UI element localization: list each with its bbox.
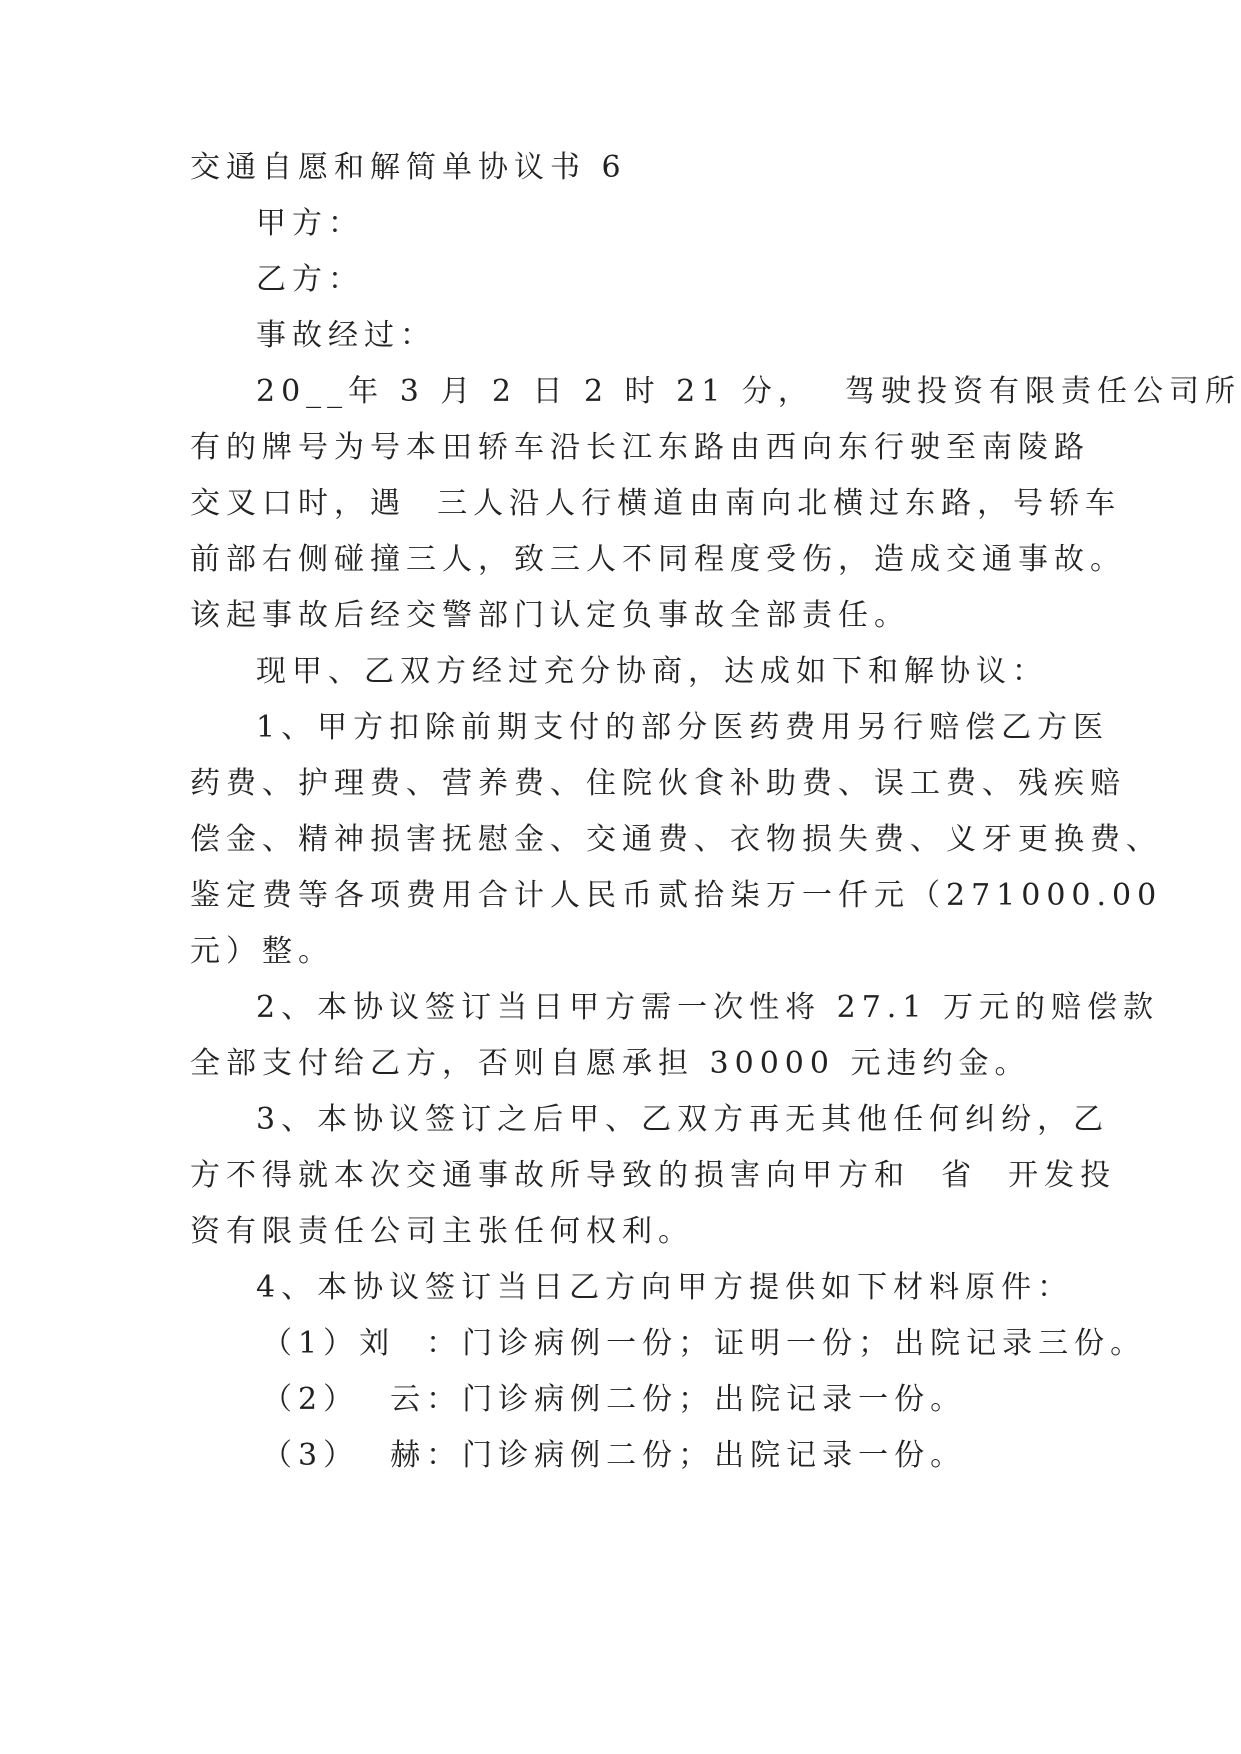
clause-1-line: 元）整。: [190, 934, 334, 969]
clause-3-line: 方不得就本次交通事故所导致的损害向甲方和 省 开发投: [190, 1158, 1117, 1193]
clause-2-line: 2、本协议签订当日甲方需一次性将 27.1 万元的赔偿款: [256, 990, 1159, 1025]
clause-1-line: 偿金、精神损害抚慰金、交通费、衣物损失费、义牙更换费、: [190, 822, 1162, 857]
agreement-intro: 现甲、乙双方经过充分协商，达成如下和解协议：: [256, 654, 1048, 689]
accident-line: 有的牌号为号本田轿车沿长江东路由西向东行驶至南陵路: [190, 430, 1090, 465]
material-item: （3） 赫：门诊病例二份；出院记录一份。: [262, 1438, 967, 1473]
material-item: （2） 云：门诊病例二份；出院记录一份。: [262, 1382, 967, 1417]
clause-4-line: 4、本协议签订当日乙方向甲方提供如下材料原件：: [256, 1270, 1074, 1305]
accident-line: 该起事故后经交警部门认定负事故全部责任。: [190, 598, 910, 633]
party-b-label: 乙方：: [256, 262, 364, 297]
clause-1-line: 药费、护理费、营养费、住院伙食补助费、误工费、残疾赔: [190, 766, 1126, 801]
party-a-label: 甲方：: [256, 206, 364, 241]
clause-1-line: 鉴定费等各项费用合计人民币贰拾柒万一仟元（271000.00: [190, 878, 1163, 913]
clause-3-line: 3、本协议签订之后甲、乙双方再无其他任何纠纷，乙: [256, 1102, 1110, 1137]
material-item: （1）刘 ：门诊病例一份；证明一份；出院记录三份。: [262, 1326, 1147, 1361]
clause-1-line: 1、甲方扣除前期支付的部分医药费用另行赔偿乙方医: [256, 710, 1110, 745]
clause-2-line: 全部支付给乙方，否则自愿承担 30000 元违约金。: [190, 1046, 1031, 1081]
accident-heading: 事故经过：: [256, 318, 436, 353]
accident-line: 前部右侧碰撞三人，致三人不同程度受伤，造成交通事故。: [190, 542, 1126, 577]
clause-3-line: 资有限责任公司主张任何权利。: [190, 1214, 694, 1249]
accident-line: 20__年 3 月 2 日 2 时 21 分， 驾驶投资有限责任公司所: [256, 374, 1241, 409]
document-title: 交通自愿和解简单协议书 6: [190, 150, 627, 185]
accident-line: 交叉口时，遇 三人沿人行横道由南向北横过东路，号轿车: [190, 486, 1122, 521]
